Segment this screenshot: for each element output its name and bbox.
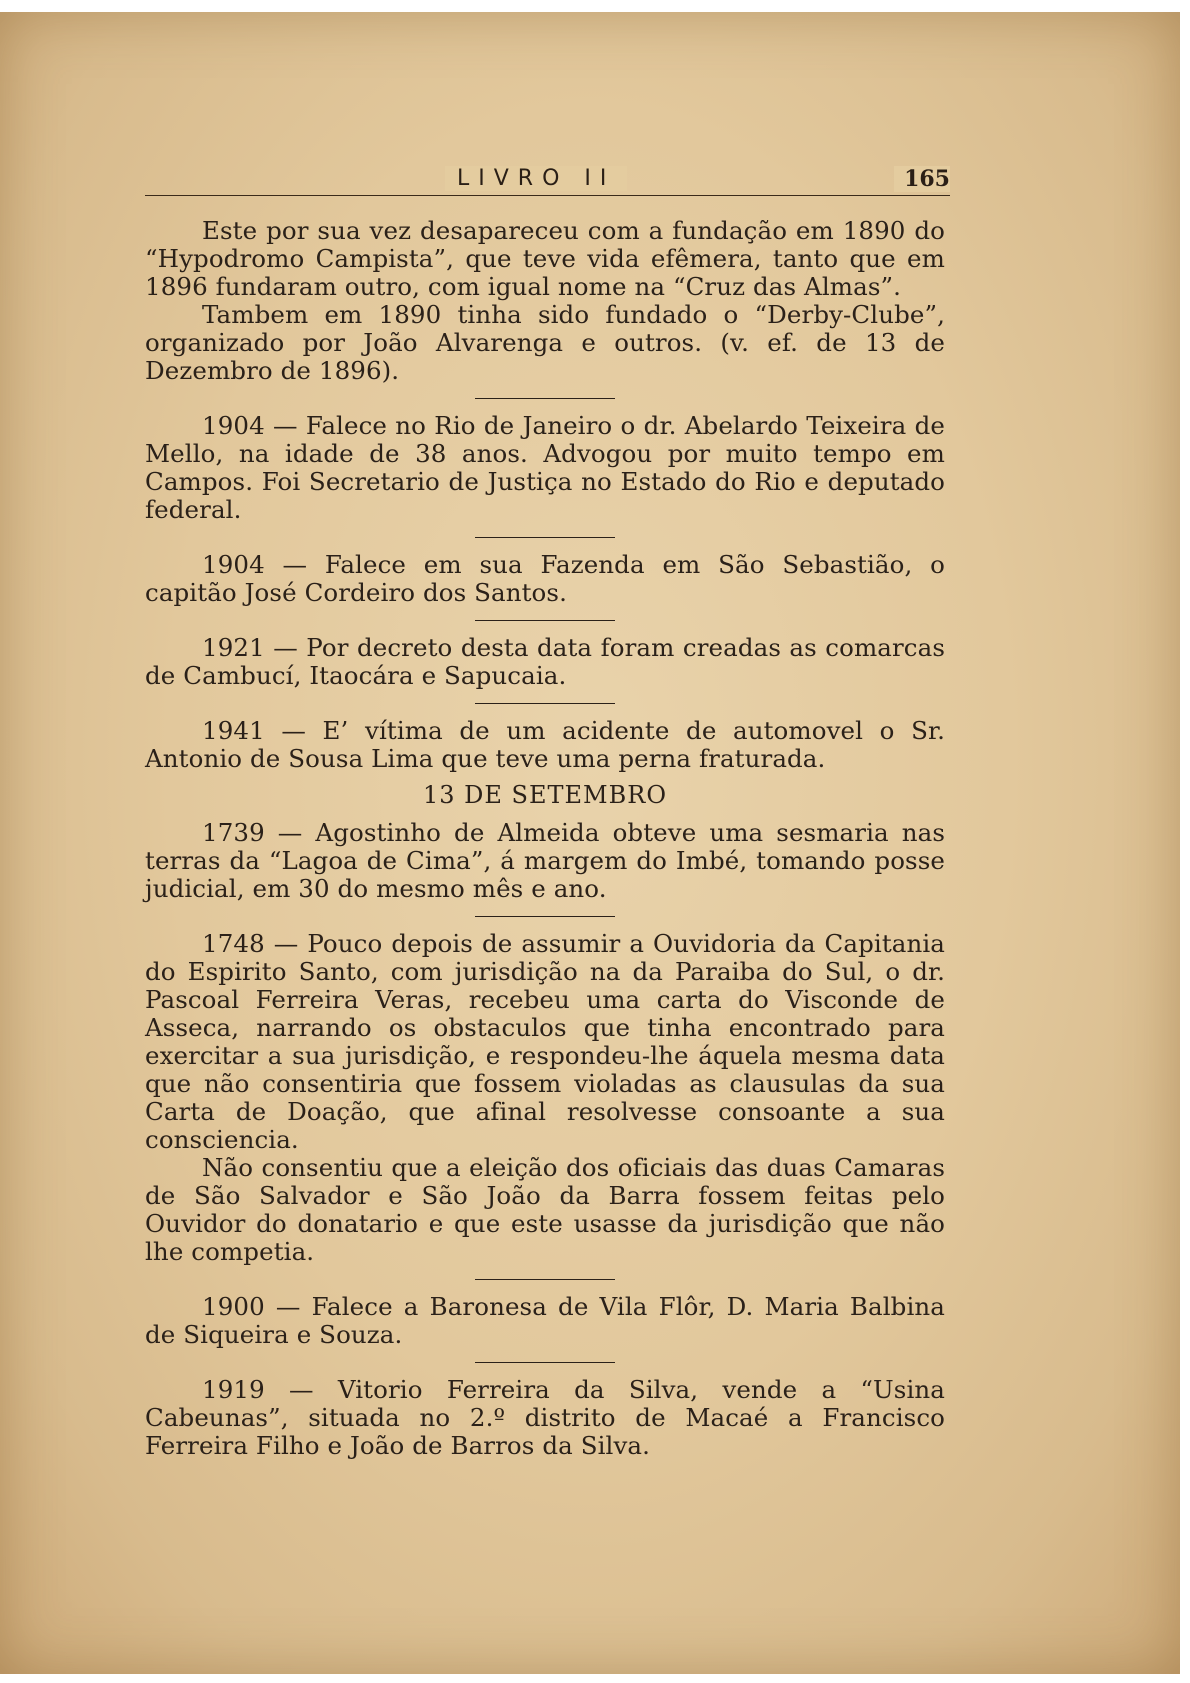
page-number: 165 [894, 166, 950, 192]
entry-1921-comarcas: 1921 — Por decreto desta data foram creadas as comarcas de Cambucí, Itaocára e Sapucaia. [145, 633, 945, 690]
entry-1919-usina: 1919 — Vitorio Ferreira da Silva, vende a “Usina Cabeunas”, situada no 2.º distrito de Macaé a Francisco Ferreira Filho e João de Barros da Silva. [145, 1375, 945, 1460]
separator-rule [475, 398, 615, 399]
section-heading: 13 DE SETEMBRO [422, 781, 667, 809]
entry-1739-sesmaria: 1739 — Agostinho de Almeida obteve uma sesmaria nas terras da “Lagoa de Cima”, á margem do Imbé, tomando posse judicial, em 30 do mesmo mês e ano. [145, 818, 945, 903]
separator-rule [475, 620, 615, 621]
paragraph-derby-clube: Tambem em 1890 tinha sido fundado o “Derby-Clube”, organizado por João Alvarenga e outros. (v. ef. de 13 de Dezembro de 1896). [145, 300, 945, 385]
entry-1904-abelardo: 1904 — Falece no Rio de Janeiro o dr. Abelardo Teixeira de Mello, na idade de 38 anos. Advogou por muito tempo em Campos. Foi Secretario de Justiça no Estado do Rio e deputado federal. [145, 411, 945, 524]
book-page [0, 12, 1180, 1674]
header-title: LIVRO II [445, 166, 627, 191]
entry-1748-ouvidoria: 1748 — Pouco depois de assumir a Ouvidoria da Capitania do Espirito Santo, com jurisdição na da Paraiba do Sul, o dr. Pascoal Ferreira Veras, recebeu uma carta do Visconde de Asseca, narrando os obstaculos que tinha encontrado para exercitar a sua jurisdição, e respondeu-lhe áquela mesma data que não consentiria que fossem violadas as clausulas da sua Carta de Doação, que afinal resolvesse consoante a sua consciencia. [145, 929, 945, 1154]
separator-rule [475, 1362, 615, 1363]
separator-rule [475, 537, 615, 538]
header-rule [145, 195, 950, 196]
entry-1900-baronesa: 1900 — Falece a Baronesa de Vila Flôr, D. Maria Balbina de Siqueira e Souza. [145, 1292, 945, 1349]
entry-1904-jose-cordeiro: 1904 — Falece em sua Fazenda em São Sebastião, o capitão José Cordeiro dos Santos. [145, 550, 945, 607]
running-header [145, 162, 950, 196]
separator-rule [475, 703, 615, 704]
entry-1941-acidente: 1941 — E’ vítima de um acidente de automovel o Sr. Antonio de Sousa Lima que teve uma perna fraturada. [145, 716, 945, 773]
paragraph-hypodromo: Este por sua vez desapareceu com a fundação em 1890 do “Hypodromo Campista”, que teve vida efêmera, tanto que em 1896 fundaram outro, com igual nome na “Cruz das Almas”. [145, 216, 945, 301]
paragraph-camaras: Não consentiu que a eleição dos oficiais das duas Camaras de São Salvador e São João da Barra fossem feitas pelo Ouvidor do donatario e que este usasse da jurisdição que não lhe competia. [145, 1153, 945, 1266]
page-body [145, 217, 945, 1460]
separator-rule [475, 916, 615, 917]
separator-rule [475, 1279, 615, 1280]
